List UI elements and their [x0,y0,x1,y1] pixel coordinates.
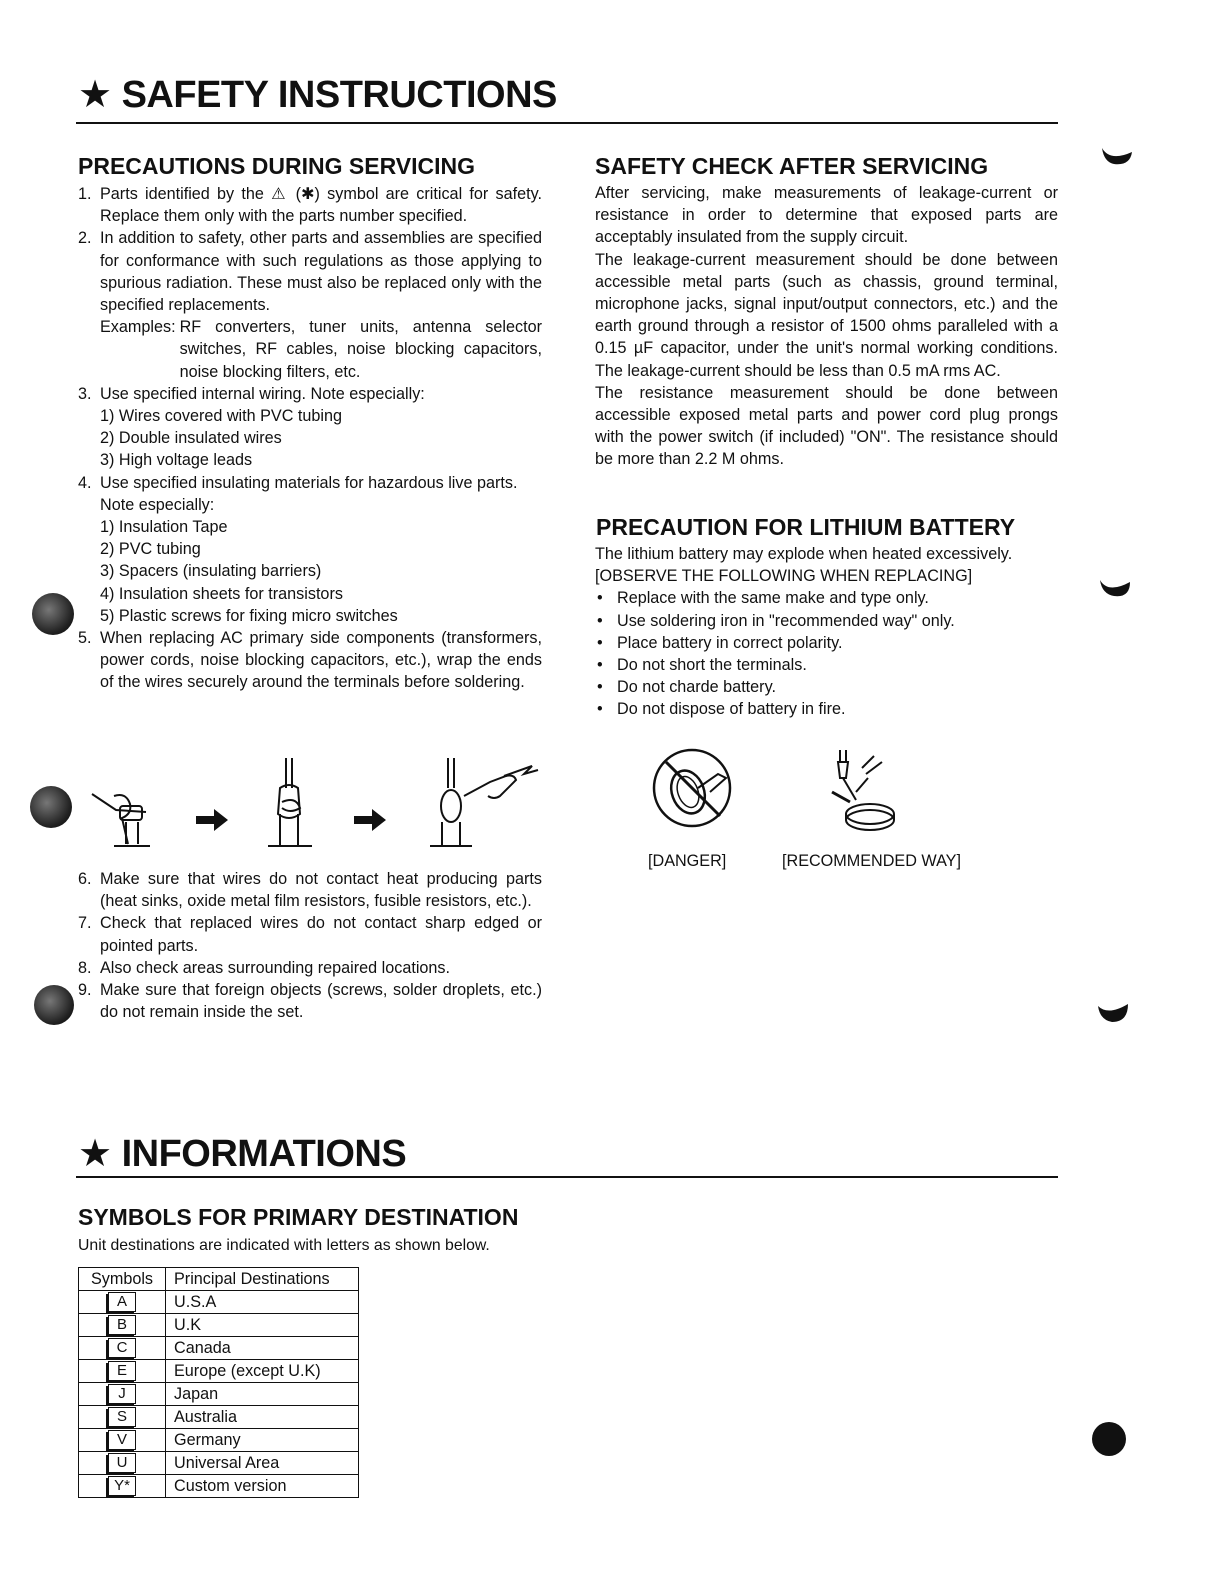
table-header-row [79,1268,359,1291]
list-item: • Do not charde battery. [597,678,776,697]
destination-table [78,1267,359,1498]
lithium-heading: PRECAUTION FOR LITHIUM BATTERY [596,514,1016,540]
list-item: 9. Make sure that foreign objects (screws, solder droplets, etc.) do not remain inside the set. [78,981,542,1022]
list-item: • Replace with the same make and type only. [597,589,929,608]
sub-list: 1) Wires covered with PVC tubing 2) Double insulated wires 3) High voltage leads [100,407,343,470]
list-item: • Do not dispose of battery in fire. [597,700,846,719]
star-icon: ★ [78,74,112,116]
table-row: J Japan [79,1383,359,1406]
title-rule [76,122,1058,124]
recommended-way-icon [826,748,900,834]
danger-caption: [DANGER] [648,852,727,870]
precautions-heading: PRECAUTIONS DURING SERVICING [78,153,476,179]
binder-hole [30,786,72,828]
column-header: Symbols [79,1268,166,1291]
symbol-box: U [108,1453,136,1473]
list-item: • Place battery in correct polarity. [597,633,843,652]
table-row: S Australia [79,1406,359,1429]
examples: Examples: RF converters, tuner units, antenna selector switches, RF cables, noise blocking capacitors, noise blocking filters, etc. [100,318,542,381]
arrow-right-icon [196,809,228,831]
list-item: 7. Check that replaced wires do not contact sharp edged or pointed parts. [78,914,542,955]
star-icon: ★ [78,1133,112,1175]
safety-instructions-title: ★ SAFETY INSTRUCTIONS [78,74,557,116]
list-item: 1. Parts identified by the ⚠ (✱) symbol are critical for safety. Replace them only with the parts number specified. [78,185,542,226]
table-row: V Germany [79,1429,359,1452]
arrow-right-icon [354,809,386,831]
sub-list: 1) Insulation Tape 2) PVC tubing 3) Spacers (insulating barriers) 4) Insulation sheets for transistors 5) Plastic screws for fixing micro switches [100,518,398,625]
margin-mark-icon [1098,572,1134,602]
symbol-box: E [108,1361,136,1381]
list-item: 4. Use specified insulating materials for hazardous live parts. Note especially: 1) Insulation Tape 2) PVC tubing 3) Spacers (insulating barriers) 4) Insulation sheets for transistors 5) Plastic screws for fixing micro switches [78,472,542,627]
symbol-box: S [108,1407,136,1427]
margin-mark-icon [1096,996,1132,1026]
table-row: A U.S.A [79,1291,359,1314]
list-item: 8. Also check areas surrounding repaired locations. [78,958,451,977]
precautions-list-bottom [78,868,542,1023]
symbol-box: C [108,1338,136,1358]
symbol-box: J [108,1384,136,1404]
symbols-intro: Unit destinations are indicated with letters as shown below. [78,1237,490,1254]
symbol-box: V [108,1430,136,1450]
list-item: • Do not short the terminals. [597,656,807,675]
lithium-bullets [595,587,1065,720]
list-item: 3. Use specified internal wiring. Note especially: 1) Wires covered with PVC tubing 2) Double insulated wires 3) High voltage leads [78,383,542,472]
lithium-body: The lithium battery may explode when heated excessively. [OBSERVE THE FOLLOWING WHEN REPLACING] • Replace with the same make and type only. • Use soldering iron in "recommended way" only. • Place battery in correct polarity. • Do not short the terminals. • Do not charde battery. • Do not dispose of battery in fire. [595,543,1065,721]
table-row: B U.K [79,1314,359,1337]
symbol-box: Y* [108,1476,136,1496]
informations-title: ★ INFORMATIONS [78,1133,407,1175]
table-row: U Universal Area [79,1452,359,1475]
terminal-step-2-icon [268,758,312,846]
terminal-step-1-icon [92,794,150,846]
table-row: E Europe (except U.K) [79,1360,359,1383]
table-row: C Canada [79,1337,359,1360]
list-item: 5. When replacing AC primary side components (transformers, power cords, noise blocking capacitors, etc.), wrap the ends of the wires securely around the terminals before soldering. [78,629,542,692]
symbols-heading: SYMBOLS FOR PRIMARY DESTINATION [78,1204,519,1230]
list-item: • Use soldering iron in "recommended way" only. [597,611,955,630]
safety-check-body: After servicing, make measurements of leakage-current or resistance in order to determine that exposed parts are acceptably insulated from the supply circuit. The leakage-current measurement should be done between accessible metal parts (such as chassis, ground terminal, microphone jacks, signal input/output connectors, etc.) and the earth ground through a resistor of 1500 ohms paralleled with a 0.15 µF capacitor, under the unit's normal working conditions. The leakage-current should be less than 0.5 mA rms AC. The resistance measurement should be done between accessible exposed metal parts and power cord plug prongs with the power switch (if included) "ON". The resistance should be more than 2.2 M ohms. [595,184,1058,469]
binder-hole [32,593,74,635]
column-header: Principal Destinations [166,1268,359,1291]
list-item: 6. Make sure that wires do not contact heat producing parts (heat sinks, oxide metal film resistors, fusible resistors, etc.). [78,870,542,911]
title-rule [76,1176,1058,1178]
margin-dot [1092,1422,1126,1456]
list-item: 2. In addition to safety, other parts and assemblies are specified for conformance with such regulations as those applying to spurious radiation. These must also be replaced only with the specified replacements. Examples: RF converters, tuner units, antenna selector switches, RF cables, noise blocking capacitors, noise blocking filters, etc. [78,227,542,382]
symbol-box: A [108,1292,136,1312]
symbol-box: B [108,1315,136,1335]
recommended-caption: [RECOMMENDED WAY] [782,852,961,870]
danger-icon [648,748,736,832]
table-row: Y* Custom version [79,1475,359,1498]
terminal-step-3-icon [430,758,538,846]
margin-mark-icon [1100,140,1136,170]
binder-hole [34,985,74,1025]
safety-check-heading: SAFETY CHECK AFTER SERVICING [595,153,989,179]
precautions-list-top [78,183,542,694]
wire-wrapping-illustration [86,752,546,852]
